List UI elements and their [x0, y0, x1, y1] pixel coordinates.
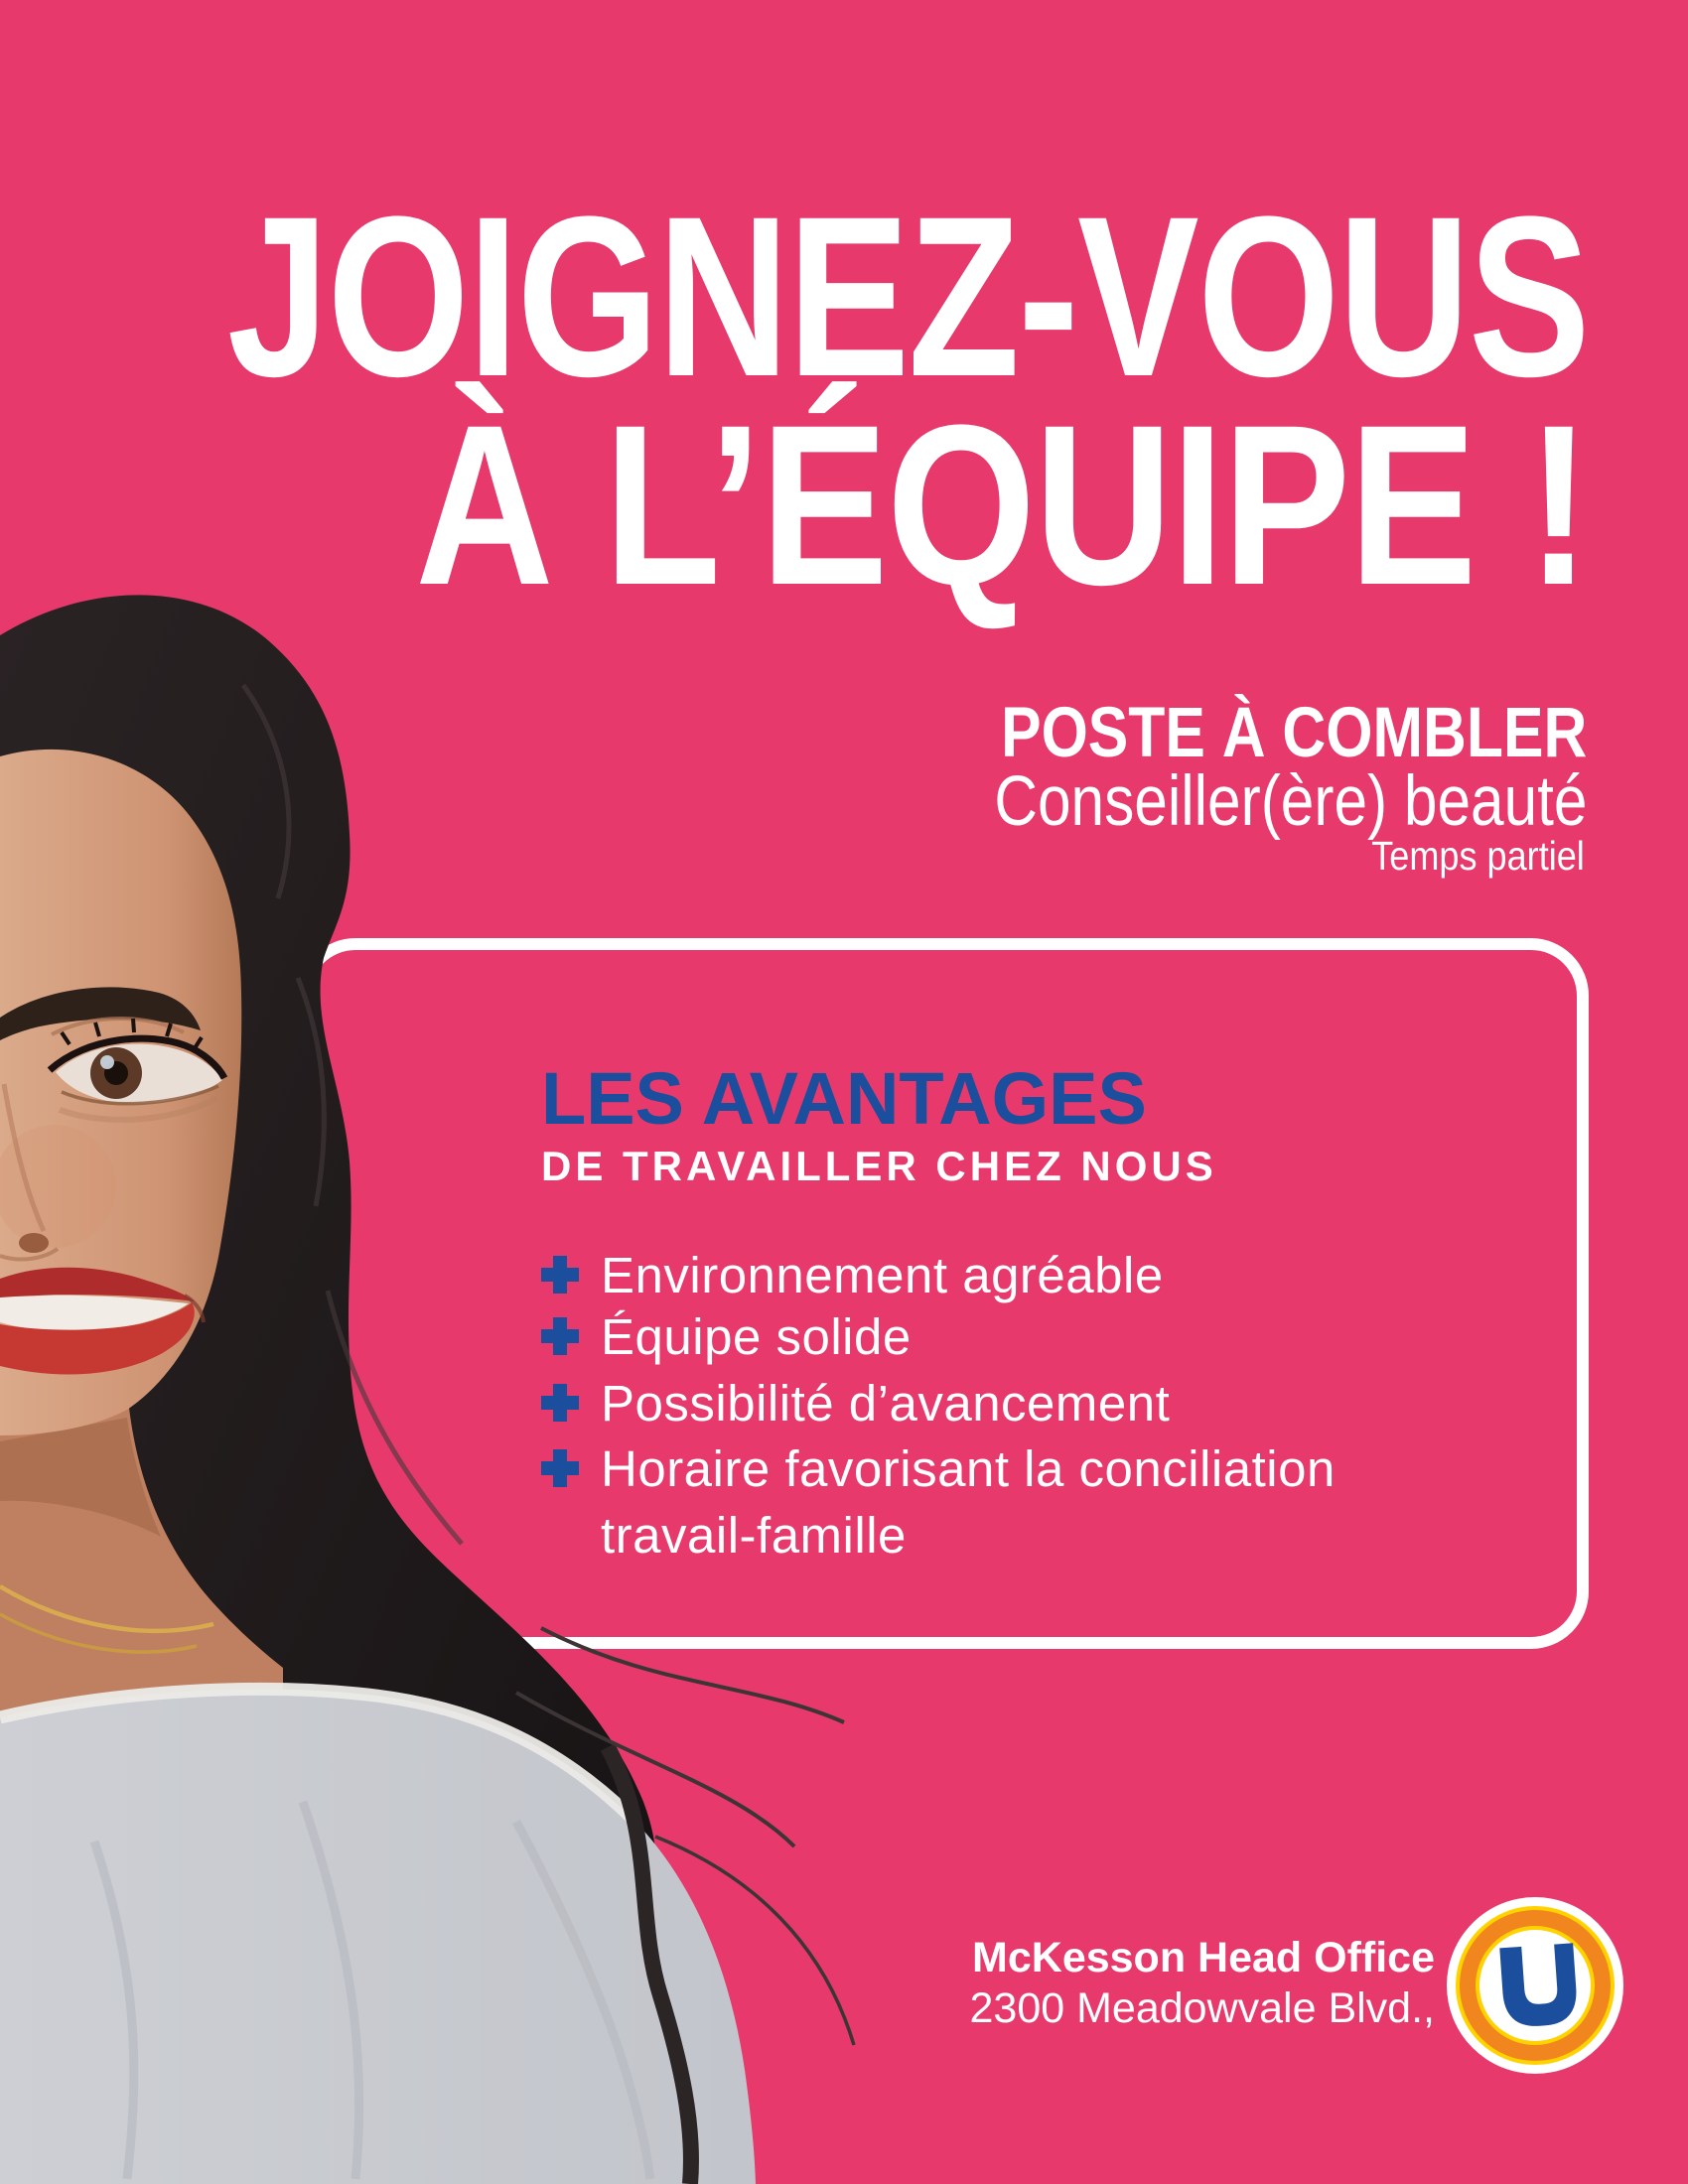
benefit-label: Environnement agréable [601, 1246, 1164, 1303]
footer-location-name: McKesson Head Office [972, 1934, 1435, 1981]
footer-address: 2300 Meadowvale Blvd., [969, 1984, 1435, 2032]
poster-title-line1: JOIGNEZ-VOUS [226, 169, 1589, 424]
benefit-label: Équipe solide [601, 1307, 912, 1365]
benefit-label-wrap: travail-famille [601, 1506, 907, 1564]
benefits-subtitle: DE TRAVAILLER CHEZ NOUS [541, 1143, 1217, 1189]
uniprix-u-logo [1446, 1896, 1624, 2075]
position-heading: POSTE À COMBLER [1000, 694, 1587, 772]
benefit-label: Possibilité d’avancement [601, 1374, 1171, 1432]
benefits-title: LES AVANTAGES [541, 1057, 1147, 1140]
poster-title-line2: À L’ÉQUIPE ! [414, 377, 1589, 632]
position-schedule: Temps partiel [1371, 833, 1585, 879]
benefit-label: Horaire favorisant la conciliation [601, 1439, 1336, 1497]
woman-photo-illustration [0, 546, 993, 2184]
position-role: Conseiller(ère) beauté [993, 762, 1587, 841]
